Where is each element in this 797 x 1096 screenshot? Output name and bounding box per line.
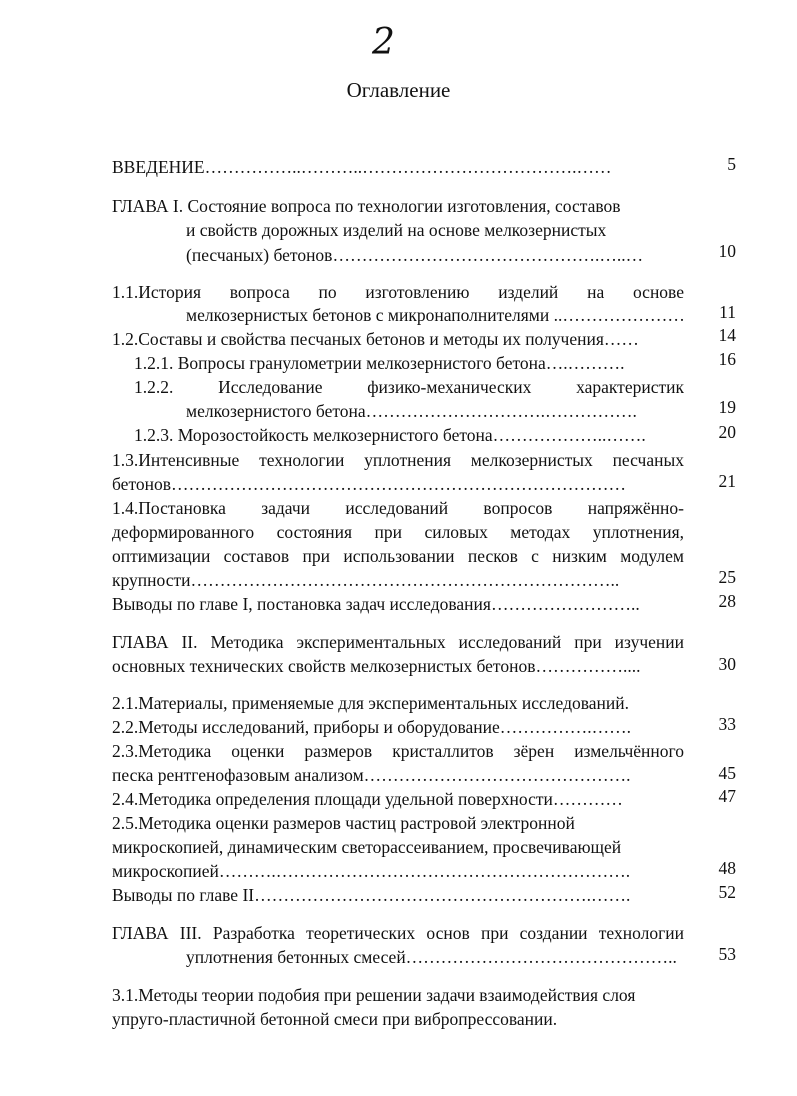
page-number: 11	[719, 302, 736, 322]
toc-section-2-3-line-2: песка рентгенофазовым анализом……………………………………….	[112, 765, 631, 785]
page-number: 20	[718, 422, 736, 442]
toc-section-2-5-line-1: 2.5.Методика оценки размеров частиц растровой электронной	[112, 813, 575, 833]
handwritten-page-number: 2	[372, 22, 395, 63]
toc-section-2-4: 2.4.Методика определения площади удельной поверхности…………	[112, 789, 623, 809]
page-number: 52	[718, 882, 736, 902]
toc-section-3-1-line-2: упруго-пластичной бетонной смеси при вибропрессовании.	[112, 1009, 558, 1029]
toc-subsection-1-2-2-line-1: 1.2.2. Исследование физико-механических характеристик	[134, 377, 684, 397]
toc-chapter-1-line-3: (песчаных) бетонов……………………………………….…..…	[186, 245, 644, 265]
page-number: 48	[718, 858, 736, 878]
toc-section-2-5-line-3: микроскопией……….…………………………………………………….	[112, 861, 631, 881]
toc-section-1-4-line-1: 1.4.Постановка задачи исследований вопросов напряжённо-	[112, 498, 684, 518]
toc-section-1-1-line-2: мелкозернистых бетонов с микронаполнителями ..…………………	[186, 305, 685, 325]
toc-section-1-1-line-1: 1.1.История вопроса по изготовлению изделий на основе	[112, 282, 684, 302]
page-number: 45	[718, 763, 736, 783]
toc-section-2-1: 2.1.Материалы, применяемые для экспериментальных исследований.	[112, 693, 629, 713]
page-number: 33	[718, 714, 736, 734]
toc-section-1-4-line-2: деформированного состояния при силовых методах уплотнения,	[112, 522, 684, 542]
toc-subsection-1-2-2-line-2: мелкозернистого бетона………………………….…………….	[186, 401, 637, 421]
page-number: 28	[718, 591, 736, 611]
toc-chapter-1-line-1: ГЛАВА I. Состояние вопроса по технологии изготовления, составов	[112, 196, 621, 216]
toc-chapter-2-line-2: основных технических свойств мелкозернистых бетонов……………....	[112, 656, 641, 676]
toc-chapter-3-line-2: уплотнения бетонных смесей………………………………………..	[186, 947, 677, 967]
page-title: Оглавление	[346, 78, 451, 102]
page-number: 53	[718, 944, 736, 964]
page-number: 16	[718, 349, 736, 369]
toc-conclusions-chapter-1: Выводы по главе I, постановка задач исследования……………………..	[112, 594, 640, 614]
toc-conclusions-chapter-2: Выводы по главе II………………………………………………….…….	[112, 885, 631, 905]
page-number: 14	[718, 325, 736, 345]
toc-section-1-3-line-2: бетонов……………………………………………………………………	[112, 474, 626, 494]
toc-subsection-1-2-1: 1.2.1. Вопросы гранулометрии мелкозернистого бетона….……….	[134, 353, 625, 373]
page-number: 47	[718, 786, 736, 806]
toc-section-3-1-line-1: 3.1.Методы теории подобия при решении задачи взаимодействия слоя	[112, 985, 636, 1005]
toc-chapter-3-line-1: ГЛАВА III. Разработка теоретических основ при создании технологии	[112, 923, 684, 943]
toc-subsection-1-2-3: 1.2.3. Морозостойкость мелкозернистого бетона………………..…….	[134, 425, 646, 445]
page-number: 5	[727, 154, 736, 174]
page-number: 10	[718, 241, 736, 261]
page-number: 19	[718, 397, 736, 417]
toc-chapter-2-line-1: ГЛАВА II. Методика экспериментальных исследований при изучении	[112, 632, 684, 652]
toc-section-1-2: 1.2.Составы и свойства песчаных бетонов и методы их получения……	[112, 329, 639, 349]
toc-section-1-3-line-1: 1.3.Интенсивные технологии уплотнения мелкозернистых песчаных	[112, 450, 684, 470]
page-number: 21	[718, 471, 736, 491]
toc-chapter-1-line-2: и свойств дорожных изделий на основе мелкозернистых	[186, 220, 607, 240]
page-number: 25	[718, 567, 736, 587]
toc-section-2-2: 2.2.Методы исследований, приборы и оборудование…………….…….	[112, 717, 632, 737]
toc-section-2-5-line-2: микроскопией, динамическим светорассеиванием, просвечивающей	[112, 837, 622, 857]
toc-entry-introduction: ВВЕДЕНИЕ……………..………..……………………………….……	[112, 157, 612, 177]
toc-section-1-4-line-4: крупности………………………………………………………………..	[112, 570, 620, 590]
toc-section-1-4-line-3: оптимизации составов при использовании песков с низким модулем	[112, 546, 684, 566]
toc-section-2-3-line-1: 2.3.Методика оценки размеров кристаллитов зёрен измельчённого	[112, 741, 684, 761]
page-number: 30	[718, 654, 736, 674]
